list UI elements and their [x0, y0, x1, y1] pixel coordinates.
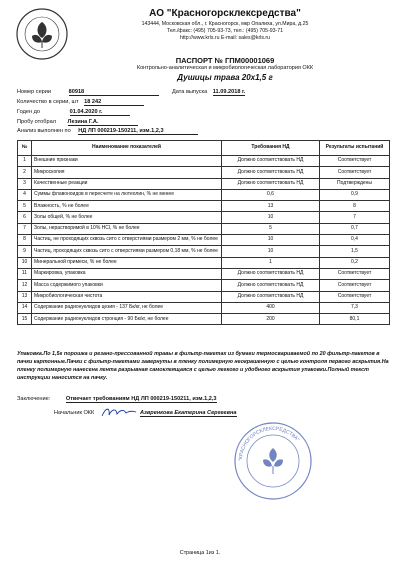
company-name: АО "Красногорсклексредства"	[149, 8, 301, 19]
results-table	[17, 140, 390, 325]
table-row	[18, 178, 390, 189]
table-row	[18, 291, 390, 302]
row-name: Микробиологическая чистота	[32, 291, 222, 302]
row-requirement: Должно соответствовать НД	[222, 167, 320, 178]
row-name: Золы общей, % не более	[32, 212, 222, 223]
sampler-label: Пробу отобрал	[17, 119, 56, 125]
row-requirement: Должно соответствовать НД	[222, 291, 320, 302]
row-number: 3	[18, 178, 32, 189]
row-result: 1,5	[320, 246, 390, 257]
table-row	[18, 167, 390, 178]
series-value: 80918	[69, 89, 159, 96]
valid-value: 01.04.2020 г.	[70, 109, 130, 116]
conclusion-label: Заключение:	[17, 396, 51, 402]
conclusion-text: Отвечает требованиям НД ЛП 000219-150211, изм.1,2,3	[65, 396, 217, 402]
row-number: 9	[18, 246, 32, 257]
row-name: Минеральной примеси, % не более	[32, 257, 222, 268]
row-name: Содержание радионуклидов стронция - 90 Бк/кг, не более	[32, 314, 222, 325]
table-row	[18, 201, 390, 212]
col-header-name: Наименование показателей	[32, 141, 222, 156]
series-row	[17, 89, 159, 96]
row-name: Частиц, не проходящих сквозь сито с отверстиями размером 2 мм, % не более	[32, 235, 222, 246]
row-result: 7	[320, 212, 390, 223]
analysis-value: НД ЛП 000219-150211, изм.1,2,3	[78, 128, 198, 135]
row-number: 7	[18, 223, 32, 234]
row-requirement: Должно соответствовать НД	[222, 178, 320, 189]
row-requirement: 10	[222, 212, 320, 223]
company-phone: Тел./факс: (495) 705-93-73, тел.: (495) 705-93-71	[166, 28, 284, 34]
table-header-row	[18, 141, 390, 156]
row-result: 8	[320, 201, 390, 212]
head-label: Начальник ОКК	[54, 410, 95, 416]
analysis-row	[17, 128, 198, 135]
sampler-row	[17, 119, 138, 126]
row-number: 8	[18, 235, 32, 246]
row-requirement: 10	[222, 235, 320, 246]
table-row	[18, 314, 390, 325]
row-requirement: 13	[222, 201, 320, 212]
row-requirement: Должно соответствовать НД	[222, 156, 320, 167]
row-name: Внешние признаки	[32, 156, 222, 167]
row-result: Соответствует	[320, 280, 390, 291]
row-result: 80,1	[320, 314, 390, 325]
qty-row	[17, 99, 144, 106]
row-name: Влажность, % не более	[32, 201, 222, 212]
passport-number: ПАСПОРТ № ГПМ00001069	[175, 56, 275, 65]
row-result: Соответствует	[320, 156, 390, 167]
row-result: 0,9	[320, 189, 390, 200]
row-number: 2	[18, 167, 32, 178]
row-requirement: 0,6	[222, 189, 320, 200]
packaging-note: Упаковка.По 1,5г порошка и резано-прессованной травы в фильтр-пакетах из бумаги термосвариваемой по 20 фильтр-пакетов в пачки картонные.Пачки с фильтр-пакетами завернуты в пленку полимерную неокрашенную с целью контроля первого вскрытия.На пленку полимерную нанесена лента разрывная самоклеящаяся с целью легкого и удобного вскрытия упаковки.Полный текст инструкции наносится на пачку.	[17, 351, 389, 381]
row-number: 6	[18, 212, 32, 223]
row-number: 13	[18, 291, 32, 302]
table-row	[18, 223, 390, 234]
row-result: 7,3	[320, 302, 390, 313]
table-row	[18, 268, 390, 279]
row-result: Подтверждены	[320, 178, 390, 189]
row-name: Содержание радионуклидов цезия - 137 Бк/кг, не более	[32, 302, 222, 313]
stamp-text: "КРАСНОГОРСКЛЕКСРЕДСТВА"	[237, 425, 301, 462]
release-label: Дата выпуска	[172, 89, 208, 95]
row-number: 15	[18, 314, 32, 325]
table-row	[18, 189, 390, 200]
table-row	[18, 235, 390, 246]
release-row	[172, 89, 245, 96]
row-result: 0,2	[320, 257, 390, 268]
qty-value: 18 242	[84, 99, 144, 106]
table-row	[18, 302, 390, 313]
col-header-requirement: Требования НД	[222, 141, 320, 156]
row-requirement: 1	[222, 257, 320, 268]
row-requirement: 400	[222, 302, 320, 313]
row-number: 1	[18, 156, 32, 167]
row-name: Микроскопия	[32, 167, 222, 178]
table-row	[18, 246, 390, 257]
table-row	[18, 212, 390, 223]
row-requirement: 10	[222, 246, 320, 257]
valid-row	[17, 109, 130, 116]
row-number: 10	[18, 257, 32, 268]
analysis-label: Анализ выполнен по	[17, 128, 71, 134]
valid-label: Годен до	[17, 109, 41, 115]
row-number: 5	[18, 201, 32, 212]
lab-name: Контрольно-аналитическая и микробиологическая лаборатория ОКК	[136, 65, 314, 71]
row-number: 11	[18, 268, 32, 279]
row-name: Золы, нерастворимой в 10% HCl, % не более	[32, 223, 222, 234]
company-stamp-icon	[232, 420, 314, 502]
row-requirement: 5	[222, 223, 320, 234]
product-name: Душицы трава 20х1,5 г	[177, 73, 273, 82]
table-row	[18, 156, 390, 167]
row-requirement: 200	[222, 314, 320, 325]
series-label: Номер серии	[17, 89, 52, 95]
table-row	[18, 257, 390, 268]
row-name: Качественные реакции	[32, 178, 222, 189]
row-result: Соответствует	[320, 268, 390, 279]
row-requirement: Должно соответствовать НД	[222, 268, 320, 279]
signature-icon	[100, 405, 138, 419]
page-footer: Страница 1из 1.	[179, 550, 221, 556]
row-requirement: Должно соответствовать НД	[222, 280, 320, 291]
row-result: 0,7	[320, 223, 390, 234]
row-result: Соответствует	[320, 291, 390, 302]
company-address: 143444, Московская обл., г. Красногорск, мкр Опалиха, ул.Мира, д.25	[141, 21, 309, 27]
col-header-number: №	[18, 141, 32, 156]
row-result: Соответствует	[320, 167, 390, 178]
table-row	[18, 280, 390, 291]
row-number: 12	[18, 280, 32, 291]
row-number: 4	[18, 189, 32, 200]
row-name: Масса содержимого упаковки	[32, 280, 222, 291]
release-value: 11.09.2018 г.	[212, 89, 246, 95]
col-header-result: Результаты испытаний	[320, 141, 390, 156]
row-result: 0,4	[320, 235, 390, 246]
sampler-value: Лезина Г.А.	[68, 119, 138, 126]
row-number: 14	[18, 302, 32, 313]
row-name: Суммы флавоноидов в пересчете на лютеолин, % не менее	[32, 189, 222, 200]
company-web: http://www.krls.ru E-mail: sales@krls.ru	[179, 35, 270, 41]
qty-label: Количество в серии, шт	[17, 99, 79, 105]
row-name: Частиц, проходящих сквозь сито с отверстиями размером 0,18 мм, % не более	[32, 246, 222, 257]
row-name: Маркировка, упаковка	[32, 268, 222, 279]
head-name: Азвренкова Екатерина Сергеевна	[140, 410, 237, 416]
conclusion-row	[17, 396, 217, 402]
